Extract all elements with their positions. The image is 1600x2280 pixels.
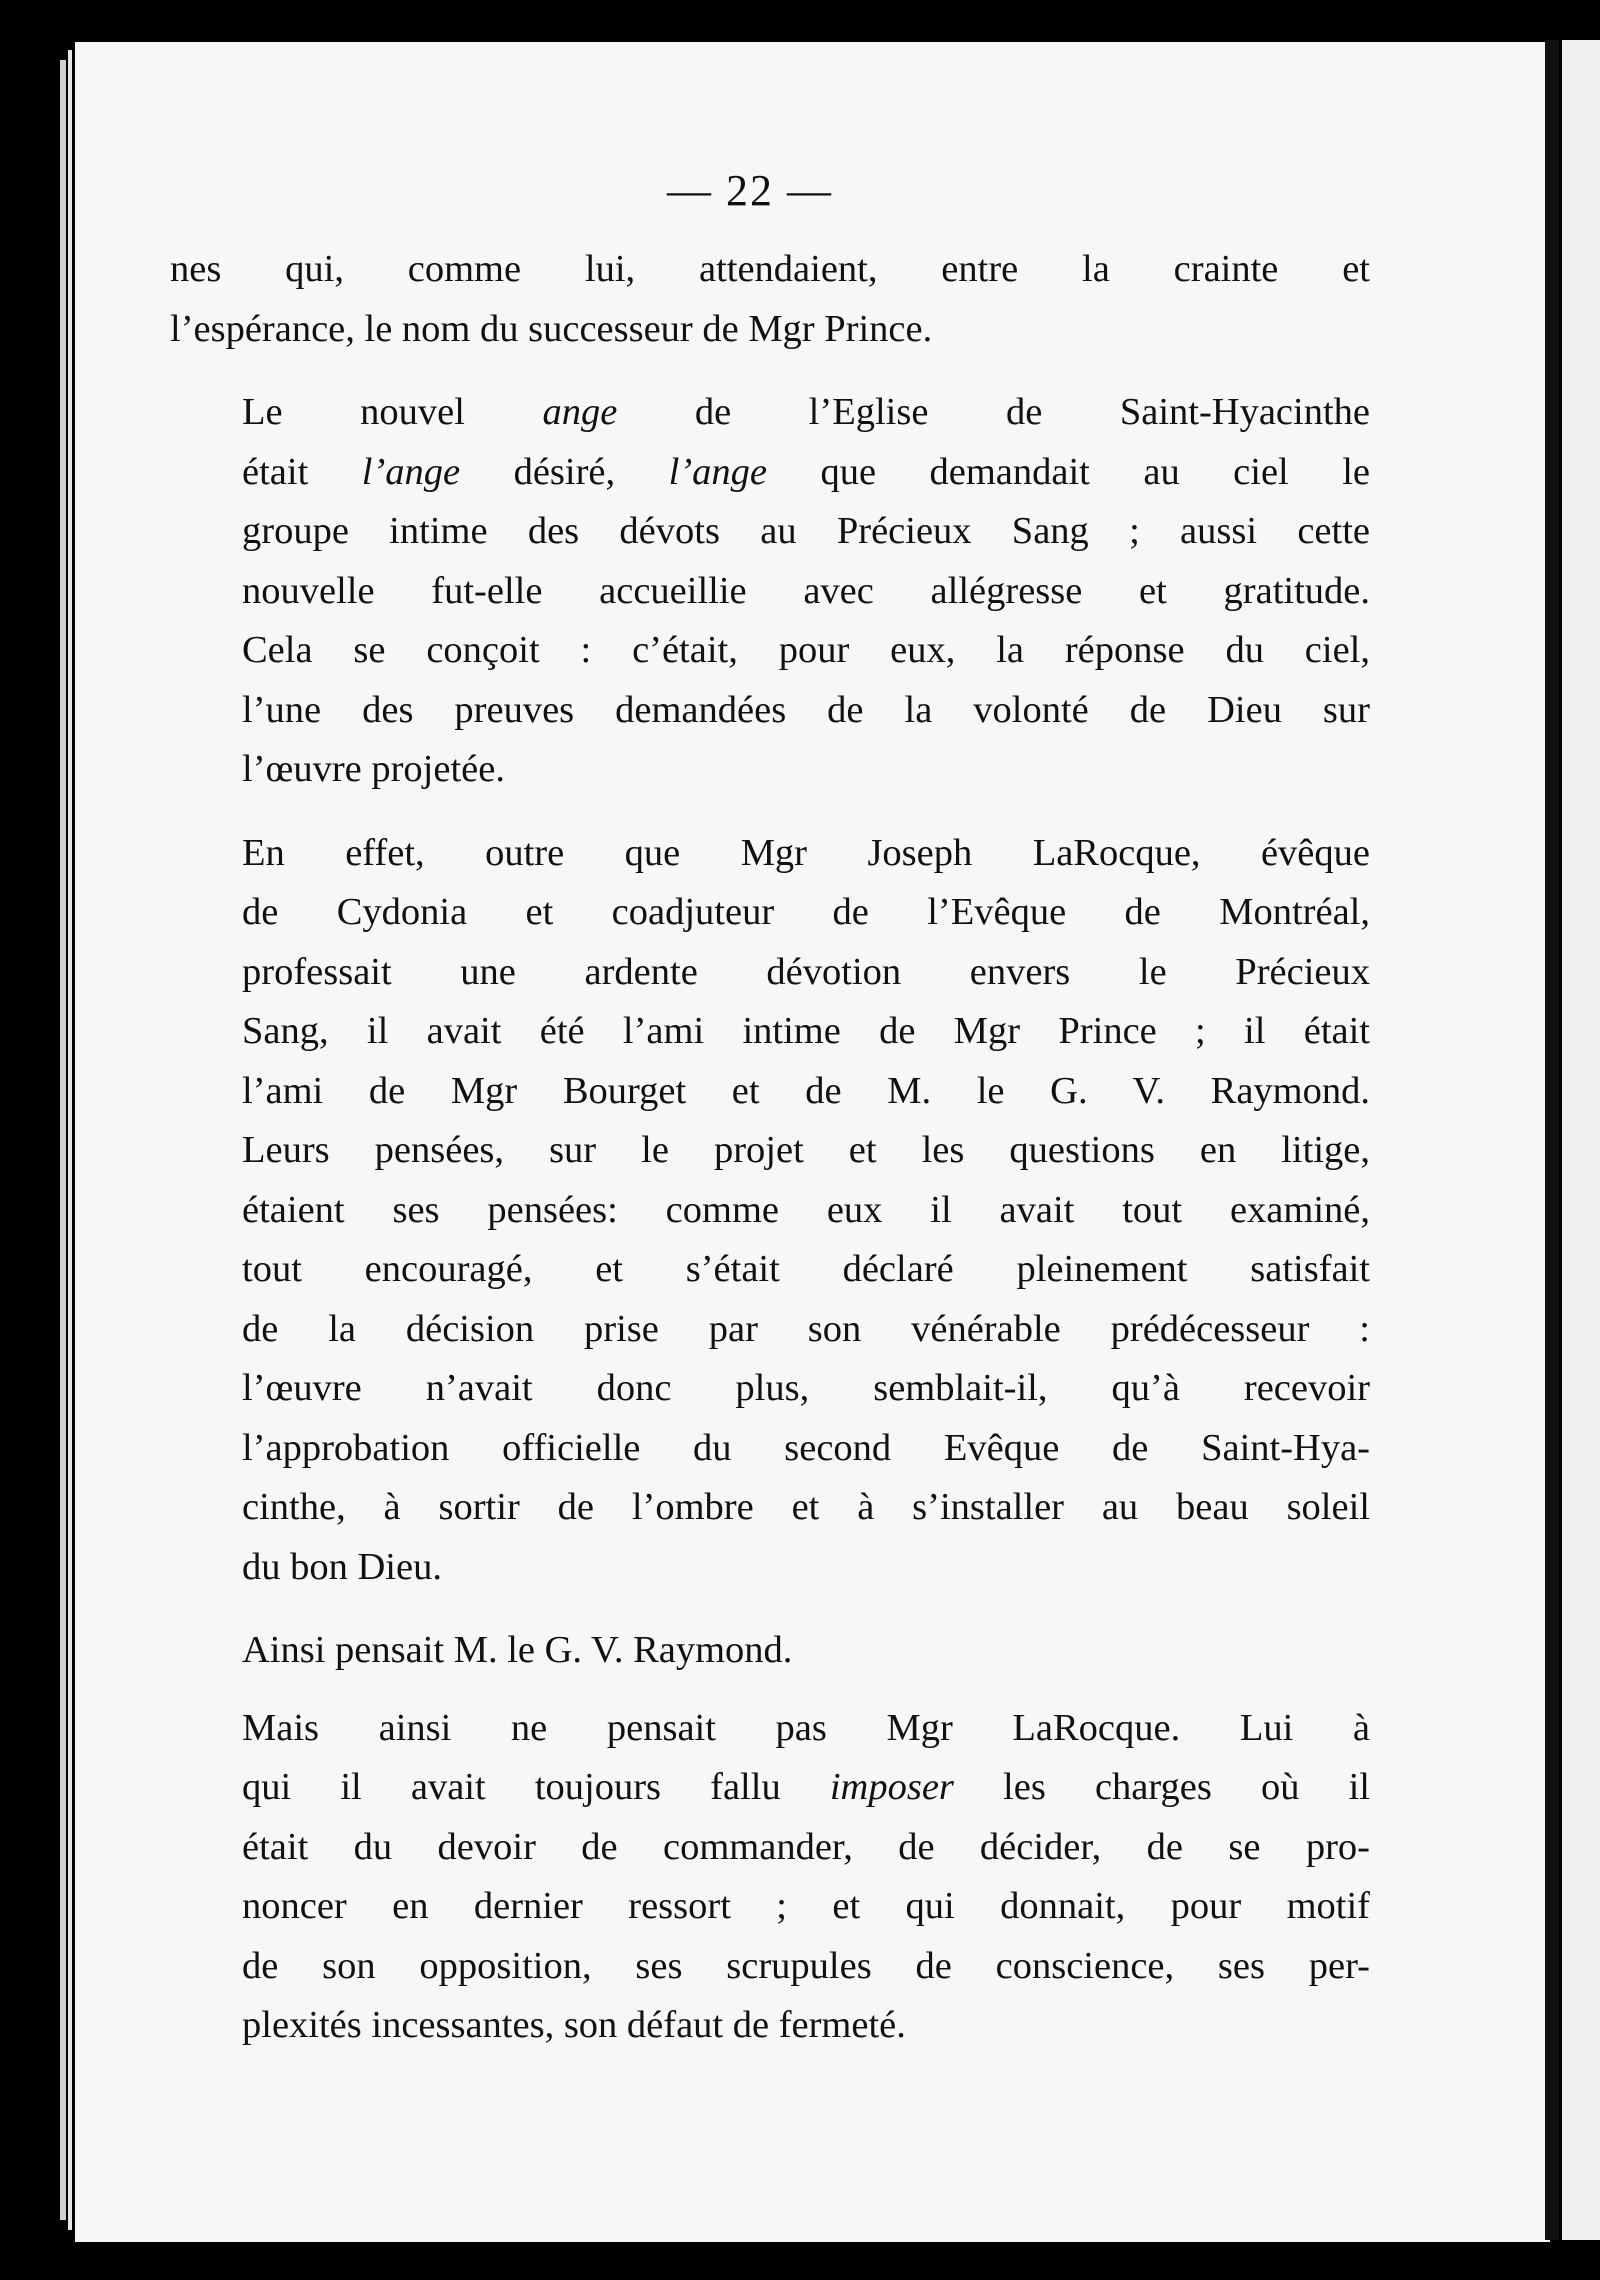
text-line: nouvelle fut-elle accueillie avec allégresse et gratitude. [242, 569, 1370, 612]
text-line: tout encouragé, et s’était déclaré pleinement satisfait [242, 1248, 1370, 1290]
text-line: En effet, outre que Mgr Joseph LaRocque, évêque [242, 831, 1370, 874]
paragraph [170, 383, 1370, 800]
book-spine [1545, 40, 1559, 2240]
paragraph [170, 240, 1370, 359]
text-line: l’espérance, le nom du successeur de Mgr Prince. [170, 307, 933, 350]
paragraph [170, 824, 1370, 1598]
text-line: groupe intime des dévots au Précieux Sang ; aussi cette [242, 510, 1370, 552]
text-line: l’une des preuves demandées de la volonté de Dieu sur [242, 688, 1370, 731]
page-edge [68, 50, 72, 2230]
text-line: étaient ses pensées: comme eux il avait tout examiné, [242, 1188, 1370, 1231]
text-line: l’approbation officielle du second Evêque de Saint-Hya- [242, 1426, 1370, 1469]
text-line: Cela se conçoit : c’était, pour eux, la réponse du ciel, [242, 629, 1370, 671]
paragraph [170, 1699, 1370, 2056]
text-line: Le nouvel ange de l’Eglise de Saint-Hyacinthe [242, 391, 1371, 433]
text-line: l’ami de Mgr Bourget et de M. le G. V. Raymond. [242, 1069, 1370, 1112]
paragraph [170, 1621, 1370, 1681]
page-edge [60, 60, 66, 2220]
text-line: plexités incessantes, son défaut de fermeté. [242, 2004, 906, 2046]
text-line: l’œuvre projetée. [242, 748, 505, 790]
text-line: qui il avait toujours fallu imposer les charges où il [242, 1766, 1370, 1808]
body-text [170, 240, 1370, 2056]
text-line: de Cydonia et coadjuteur de l’Evêque de Montréal, [242, 891, 1370, 933]
text-line: était du devoir de commander, de décider, de se pro- [242, 1825, 1370, 1868]
text-line: Sang, il avait été l’ami intime de Mgr Prince ; il était [242, 1010, 1370, 1052]
facing-page-edge [1562, 40, 1600, 2240]
text-line: de la décision prise par son vénérable prédécesseur : [242, 1307, 1370, 1350]
text-line: cinthe, à sortir de l’ombre et à s’installer au beau soleil [242, 1486, 1370, 1528]
text-line: Mais ainsi ne pensait pas Mgr LaRocque. Lui à [242, 1706, 1370, 1749]
text-line: était l’ange désiré, l’ange que demandait au ciel le [242, 450, 1370, 493]
text-line: du bon Dieu. [242, 1545, 442, 1588]
page-number: — 22 — [667, 166, 833, 215]
text-line: professait une ardente dévotion envers le Précieux [242, 950, 1370, 993]
text-line: l’œuvre n’avait donc plus, semblait-il, qu’à recevoir [242, 1367, 1370, 1409]
text-line: nes qui, comme lui, attendaient, entre la crainte et [170, 248, 1370, 290]
text-line: de son opposition, ses scrupules de conscience, ses per- [242, 1944, 1370, 1987]
text-line: Ainsi pensait M. le G. V. Raymond. [242, 1629, 793, 1671]
text-line: Leurs pensées, sur le projet et les questions en litige, [242, 1129, 1370, 1171]
text-line: noncer en dernier ressort ; et qui donnait, pour motif [242, 1885, 1370, 1927]
